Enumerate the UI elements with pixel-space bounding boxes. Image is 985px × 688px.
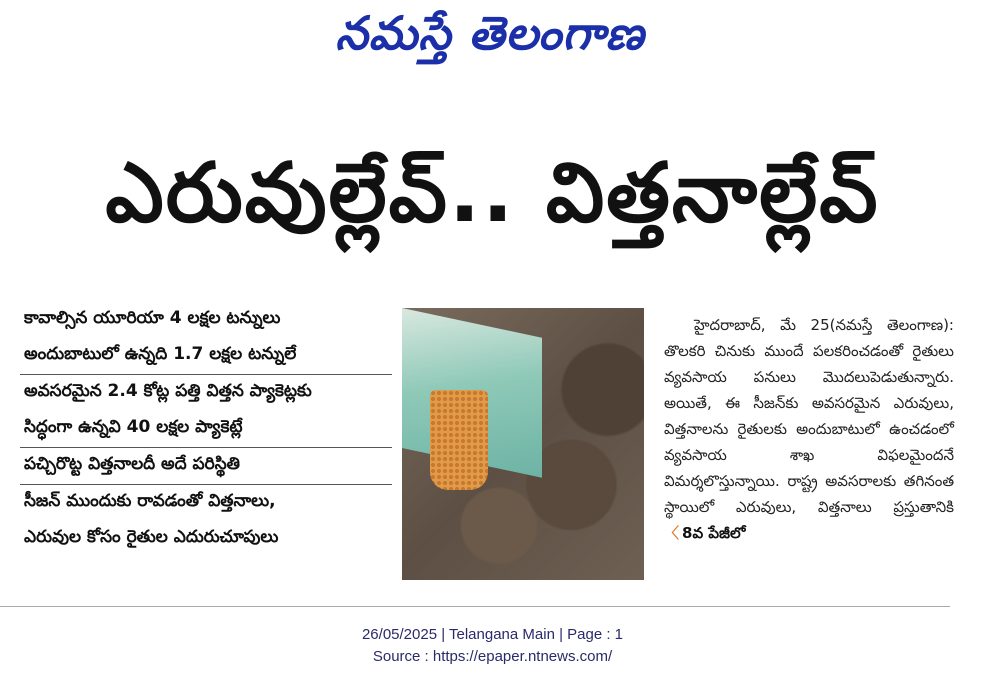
- seeds-soil-photo: [402, 308, 644, 580]
- continued-label: 8వ పేజీలో: [682, 524, 746, 542]
- headline: [20, 128, 965, 278]
- highlight-line: ఎరువుల కోసం రైతుల ఎదురుచూపులు: [24, 527, 279, 547]
- arrow-icon: 〈: [664, 524, 680, 542]
- highlight-points: [20, 302, 392, 557]
- highlight-line: అందుబాటులో ఉన్నది 1.7 లక్షల టన్నులే: [20, 338, 392, 375]
- highlight-line: కావాల్సిన యూరియా 4 లక్షల టన్నులు: [24, 308, 281, 328]
- highlight-line: అవసరమైన 2.4 కోట్ల పత్తి విత్తన ప్యాకెట్లకు: [24, 381, 312, 401]
- footer-source[interactable]: Source : https://epaper.ntnews.com/: [372, 648, 613, 665]
- footer-divider: [0, 606, 950, 607]
- article-text: హైదరాబాద్, మే 25(నమస్తే తెలంగాణ): తొలకరి చినుకు ముందే పలకరించడంతో రైతులు వ్యవసాయ పనులు మొదలుపెడుతున్నారు. అయితే, ఈ సీజన్‌కు అవసరమైన ఎరువులు, విత్తనాలను రైతులకు అందుబాటులో ఉంచడంలో వ్యవసాయ శాఖ విఫలమైందనే విమర్శలొస్తున్నాయి. రాష్ట్ర అవసరాలకు తగినంత స్థాయిలో ఎరువులు, విత్తనాలు ప్రస్తుతానికి: [664, 316, 954, 516]
- footer-edition-info: 26/05/2025 | Telangana Main | Page : 1: [361, 626, 624, 643]
- highlight-line: సిద్ధంగా ఉన్నవి 40 లక్షల ప్యాకెట్లే: [20, 411, 392, 448]
- highlight-line: పచ్చిరొట్ట విత్తనాలదీ అదే పరిస్థితి: [20, 448, 392, 485]
- article-body: [664, 312, 954, 546]
- headline-text: ఎరువుల్లేవ్.. విత్తనాల్లేవ్: [105, 145, 880, 241]
- masthead-logo: [290, 8, 690, 70]
- masthead-title: నమస్తే తెలంగాణ: [335, 6, 645, 60]
- highlight-line: సీజన్ ముందుకు రావడంతో విత్తనాలు,: [24, 491, 276, 511]
- footer: [0, 624, 985, 668]
- seeds-graphic: [430, 390, 488, 490]
- continued-link[interactable]: [664, 524, 745, 542]
